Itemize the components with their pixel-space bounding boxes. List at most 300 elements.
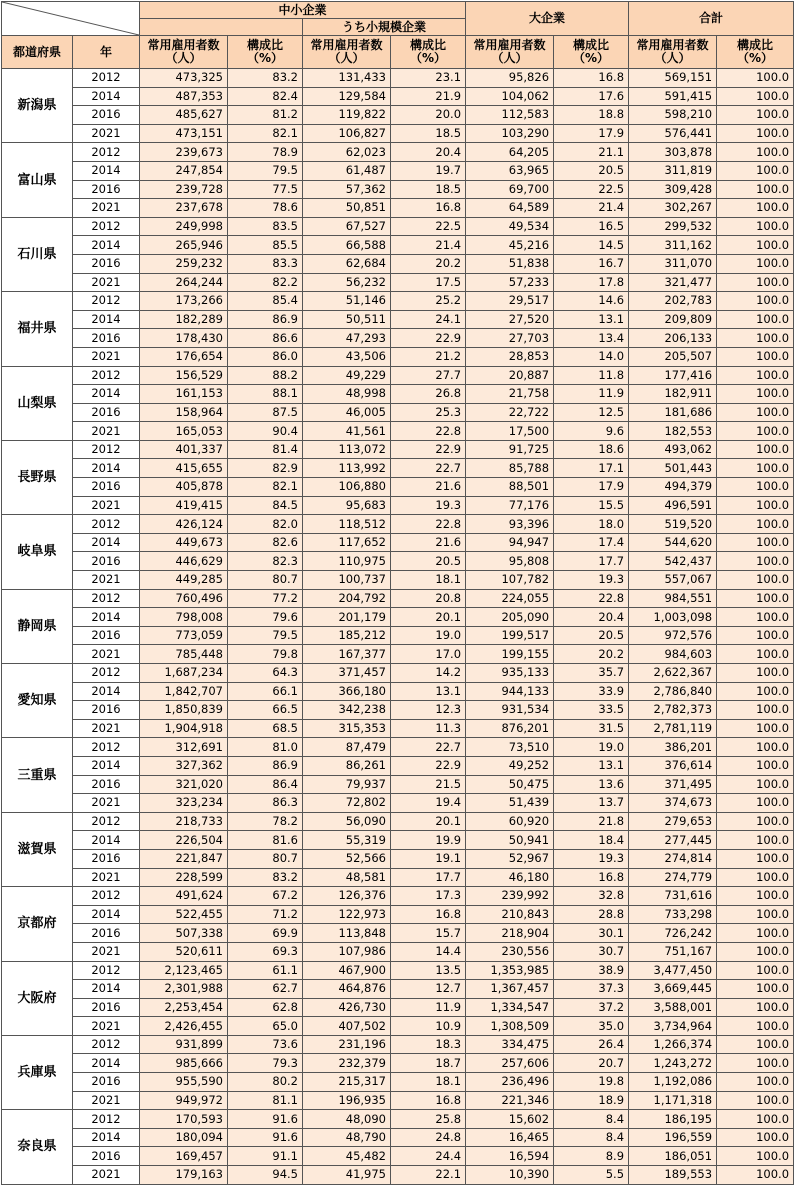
large-ratio-cell: 38.9 <box>554 961 629 980</box>
table-row <box>2 254 794 273</box>
year-cell: 2021 <box>73 124 140 143</box>
year-cell: 2016 <box>73 329 140 348</box>
ratio-subheader-line1: 構成比 <box>246 38 283 52</box>
small-ratio-cell: 21.4 <box>391 236 466 255</box>
small-ratio-cell: 25.3 <box>391 403 466 422</box>
sme-employees-cell: 401,337 <box>140 440 228 459</box>
small-ratio-cell: 20.4 <box>391 143 466 162</box>
large-employees-cell: 73,510 <box>466 738 554 757</box>
large-ratio-cell: 20.5 <box>554 161 629 180</box>
year-cell: 2012 <box>73 961 140 980</box>
total-employees-cell: 751,167 <box>629 942 717 961</box>
sme-ratio-cell: 84.5 <box>228 496 303 515</box>
year-cell: 2014 <box>73 756 140 775</box>
large-ratio-cell: 17.7 <box>554 552 629 571</box>
ratio-subheader-line2: （%） <box>246 51 284 65</box>
total-ratio-cell: 100.0 <box>717 905 794 924</box>
table-body <box>2 69 794 1185</box>
large-employees-cell: 931,534 <box>466 701 554 720</box>
year-cell: 2014 <box>73 682 140 701</box>
year-cell: 2021 <box>73 1166 140 1185</box>
table-row <box>2 552 794 571</box>
year-cell: 2012 <box>73 887 140 906</box>
small-employees-cell: 87,479 <box>303 738 391 757</box>
small-employees-cell: 48,581 <box>303 868 391 887</box>
small-employees-cell: 185,212 <box>303 626 391 645</box>
year-cell: 2012 <box>73 589 140 608</box>
year-cell: 2016 <box>73 106 140 125</box>
prefecture-name: 富山県 <box>2 143 73 217</box>
large-employees-cell: 64,589 <box>466 199 554 218</box>
total-ratio-cell: 100.0 <box>717 738 794 757</box>
large-employees-cell: 49,252 <box>466 756 554 775</box>
sme-ratio-cell: 82.4 <box>228 87 303 106</box>
sme-ratio-cell: 83.2 <box>228 868 303 887</box>
sme-employees-cell: 178,430 <box>140 329 228 348</box>
total-ratio-cell: 100.0 <box>717 756 794 775</box>
large-ratio-cell: 19.0 <box>554 738 629 757</box>
sme-ratio-cell: 69.9 <box>228 924 303 943</box>
sme-employees-cell: 239,728 <box>140 180 228 199</box>
large-employees-cell: 218,904 <box>466 924 554 943</box>
total-employees-cell: 386,201 <box>629 738 717 757</box>
prefecture-name: 滋賀県 <box>2 812 73 886</box>
total-employees-cell: 2,786,840 <box>629 682 717 701</box>
large-ratio-cell: 13.6 <box>554 775 629 794</box>
small-employees-cell: 126,376 <box>303 887 391 906</box>
small-employees-cell: 62,023 <box>303 143 391 162</box>
table-row <box>2 998 794 1017</box>
sme-ratio-cell: 80.7 <box>228 571 303 590</box>
total-ratio-cell: 100.0 <box>717 589 794 608</box>
employees-subheader <box>466 36 554 69</box>
total-ratio-cell: 100.0 <box>717 199 794 218</box>
prefecture-name: 静岡県 <box>2 589 73 663</box>
year-cell: 2012 <box>73 738 140 757</box>
year-cell: 2016 <box>73 478 140 497</box>
total-ratio-cell: 100.0 <box>717 106 794 125</box>
large-employees-cell: 876,201 <box>466 719 554 738</box>
sme-header: 中小企業 <box>140 2 466 19</box>
sme-employees-cell: 405,878 <box>140 478 228 497</box>
total-ratio-cell: 100.0 <box>717 645 794 664</box>
employees-subheader-line1: 常用雇用者数 <box>147 38 220 52</box>
sme-employees-cell: 785,448 <box>140 645 228 664</box>
total-ratio-cell: 100.0 <box>717 682 794 701</box>
table-row <box>2 1035 794 1054</box>
table-row <box>2 794 794 813</box>
small-employees-cell: 79,937 <box>303 775 391 794</box>
total-employees-cell: 189,553 <box>629 1166 717 1185</box>
year-cell: 2021 <box>73 645 140 664</box>
total-ratio-cell: 100.0 <box>717 1147 794 1166</box>
sme-ratio-cell: 71.2 <box>228 905 303 924</box>
total-employees-cell: 277,445 <box>629 831 717 850</box>
small-employees-cell: 56,232 <box>303 273 391 292</box>
small-ratio-cell: 24.1 <box>391 310 466 329</box>
small-employees-cell: 232,379 <box>303 1054 391 1073</box>
small-employees-cell: 50,511 <box>303 310 391 329</box>
total-employees-cell: 2,781,119 <box>629 719 717 738</box>
large-ratio-cell: 19.3 <box>554 849 629 868</box>
large-employees-cell: 236,496 <box>466 1073 554 1092</box>
table-row <box>2 942 794 961</box>
total-employees-cell: 493,062 <box>629 440 717 459</box>
table-row <box>2 143 794 162</box>
large-employees-cell: 28,853 <box>466 347 554 366</box>
total-ratio-cell: 100.0 <box>717 961 794 980</box>
sme-employees-cell: 773,059 <box>140 626 228 645</box>
large-ratio-cell: 11.9 <box>554 385 629 404</box>
total-header: 合計 <box>629 2 794 36</box>
large-employees-cell: 334,475 <box>466 1035 554 1054</box>
total-ratio-cell: 100.0 <box>717 459 794 478</box>
large-ratio-cell: 28.8 <box>554 905 629 924</box>
total-employees-cell: 726,242 <box>629 924 717 943</box>
sme-employees-cell: 1,842,707 <box>140 682 228 701</box>
sme-ratio-cell: 81.4 <box>228 440 303 459</box>
prefecture-name: 岐阜県 <box>2 515 73 589</box>
sme-ratio-cell: 83.3 <box>228 254 303 273</box>
total-ratio-cell: 100.0 <box>717 1035 794 1054</box>
table-row <box>2 515 794 534</box>
sme-employees-cell: 173,266 <box>140 292 228 311</box>
small-employees-cell: 117,652 <box>303 533 391 552</box>
large-ratio-cell: 21.8 <box>554 812 629 831</box>
total-employees-cell: 209,809 <box>629 310 717 329</box>
year-cell: 2021 <box>73 794 140 813</box>
total-ratio-cell: 100.0 <box>717 292 794 311</box>
small-employees-cell: 95,683 <box>303 496 391 515</box>
small-employees-cell: 47,293 <box>303 329 391 348</box>
large-employees-cell: 22,722 <box>466 403 554 422</box>
total-employees-cell: 202,783 <box>629 292 717 311</box>
total-employees-cell: 733,298 <box>629 905 717 924</box>
year-cell: 2012 <box>73 664 140 683</box>
large-ratio-cell: 22.5 <box>554 180 629 199</box>
sme-ratio-cell: 82.0 <box>228 515 303 534</box>
sme-ratio-cell: 88.1 <box>228 385 303 404</box>
large-ratio-cell: 14.5 <box>554 236 629 255</box>
year-cell: 2021 <box>73 273 140 292</box>
year-cell: 2012 <box>73 515 140 534</box>
large-employees-cell: 50,475 <box>466 775 554 794</box>
small-ratio-cell: 21.2 <box>391 347 466 366</box>
small-employees-cell: 72,802 <box>303 794 391 813</box>
sme-ratio-cell: 79.5 <box>228 626 303 645</box>
table-row <box>2 440 794 459</box>
year-cell: 2014 <box>73 608 140 627</box>
sme-employees-cell: 491,624 <box>140 887 228 906</box>
ratio-subheader-line1: 構成比 <box>410 38 447 52</box>
sme-employees-cell: 179,163 <box>140 1166 228 1185</box>
large-ratio-cell: 35.7 <box>554 664 629 683</box>
prefecture-name: 石川県 <box>2 217 73 291</box>
sme-ratio-cell: 77.5 <box>228 180 303 199</box>
large-ratio-cell: 20.7 <box>554 1054 629 1073</box>
total-employees-cell: 1,192,086 <box>629 1073 717 1092</box>
large-ratio-cell: 8.4 <box>554 1110 629 1129</box>
large-employees-cell: 60,920 <box>466 812 554 831</box>
sme-ratio-cell: 81.0 <box>228 738 303 757</box>
year-header: 年 <box>73 36 140 69</box>
total-employees-cell: 196,559 <box>629 1128 717 1147</box>
sme-ratio-cell: 69.3 <box>228 942 303 961</box>
sme-employees-cell: 2,123,465 <box>140 961 228 980</box>
small-ratio-cell: 22.5 <box>391 217 466 236</box>
year-cell: 2014 <box>73 236 140 255</box>
large-ratio-cell: 33.9 <box>554 682 629 701</box>
large-ratio-cell: 18.6 <box>554 440 629 459</box>
sme-employees-cell: 323,234 <box>140 794 228 813</box>
year-cell: 2016 <box>73 403 140 422</box>
large-ratio-cell: 8.9 <box>554 1147 629 1166</box>
table-row <box>2 682 794 701</box>
sme-ratio-cell: 86.9 <box>228 756 303 775</box>
employees-subheader-line2: （人） <box>328 51 365 65</box>
total-ratio-cell: 100.0 <box>717 236 794 255</box>
sme-ratio-cell: 85.4 <box>228 292 303 311</box>
prefecture-name: 兵庫県 <box>2 1035 73 1109</box>
total-employees-cell: 494,379 <box>629 478 717 497</box>
table-row <box>2 403 794 422</box>
total-employees-cell: 496,591 <box>629 496 717 515</box>
year-cell: 2016 <box>73 180 140 199</box>
small-employees-cell: 119,822 <box>303 106 391 125</box>
table-row <box>2 980 794 999</box>
large-employees-cell: 199,517 <box>466 626 554 645</box>
employment-table <box>1 1 794 1185</box>
table-row <box>2 1091 794 1110</box>
large-ratio-cell: 16.8 <box>554 868 629 887</box>
sme-ratio-cell: 73.6 <box>228 1035 303 1054</box>
table-row <box>2 69 794 88</box>
total-employees-cell: 542,437 <box>629 552 717 571</box>
year-cell: 2021 <box>73 942 140 961</box>
sme-employees-cell: 985,666 <box>140 1054 228 1073</box>
sme-employees-cell: 312,691 <box>140 738 228 757</box>
ratio-subheader <box>717 36 794 69</box>
table-row <box>2 273 794 292</box>
small-ratio-cell: 18.1 <box>391 1073 466 1092</box>
total-employees-cell: 182,553 <box>629 422 717 441</box>
small-employees-cell: 113,992 <box>303 459 391 478</box>
ratio-subheader-line2: （%） <box>573 51 610 65</box>
prefecture-name: 三重県 <box>2 738 73 812</box>
prefecture-name: 長野県 <box>2 440 73 514</box>
small-employees-cell: 41,975 <box>303 1166 391 1185</box>
small-employees-cell: 51,146 <box>303 292 391 311</box>
sme-employees-cell: 321,020 <box>140 775 228 794</box>
year-cell: 2016 <box>73 254 140 273</box>
small-employees-cell: 57,362 <box>303 180 391 199</box>
small-ratio-cell: 17.5 <box>391 273 466 292</box>
prefecture-name: 大阪府 <box>2 961 73 1035</box>
table-row <box>2 310 794 329</box>
sme-employees-cell: 473,325 <box>140 69 228 88</box>
sme-ratio-cell: 91.1 <box>228 1147 303 1166</box>
small-ratio-cell: 19.0 <box>391 626 466 645</box>
total-ratio-cell: 100.0 <box>717 552 794 571</box>
sme-employees-cell: 259,232 <box>140 254 228 273</box>
employees-subheader-line1: 常用雇用者数 <box>636 38 709 52</box>
sme-ratio-cell: 61.1 <box>228 961 303 980</box>
large-ratio-cell: 8.4 <box>554 1128 629 1147</box>
small-employees-cell: 48,790 <box>303 1128 391 1147</box>
small-ratio-cell: 22.9 <box>391 440 466 459</box>
small-ratio-cell: 22.9 <box>391 329 466 348</box>
total-ratio-cell: 100.0 <box>717 403 794 422</box>
table-row <box>2 738 794 757</box>
small-employees-cell: 204,792 <box>303 589 391 608</box>
small-employees-cell: 366,180 <box>303 682 391 701</box>
total-ratio-cell: 100.0 <box>717 1166 794 1185</box>
total-ratio-cell: 100.0 <box>717 347 794 366</box>
sme-ratio-cell: 88.2 <box>228 366 303 385</box>
prefecture-name: 福井県 <box>2 292 73 366</box>
table-row <box>2 589 794 608</box>
large-ratio-cell: 16.5 <box>554 217 629 236</box>
small-employees-cell: 464,876 <box>303 980 391 999</box>
total-ratio-cell: 100.0 <box>717 849 794 868</box>
sme-employees-cell: 798,008 <box>140 608 228 627</box>
large-ratio-cell: 19.8 <box>554 1073 629 1092</box>
large-employees-cell: 46,180 <box>466 868 554 887</box>
small-employees-cell: 62,684 <box>303 254 391 273</box>
sme-employees-cell: 237,678 <box>140 199 228 218</box>
total-employees-cell: 2,622,367 <box>629 664 717 683</box>
large-ratio-cell: 21.1 <box>554 143 629 162</box>
small-ratio-cell: 11.9 <box>391 998 466 1017</box>
large-ratio-cell: 13.1 <box>554 756 629 775</box>
sme-ratio-cell: 94.5 <box>228 1166 303 1185</box>
sme-ratio-cell: 82.1 <box>228 478 303 497</box>
small-ratio-cell: 18.5 <box>391 124 466 143</box>
small-employees-cell: 50,851 <box>303 199 391 218</box>
table-row <box>2 422 794 441</box>
total-employees-cell: 972,576 <box>629 626 717 645</box>
small-ratio-cell: 23.1 <box>391 69 466 88</box>
small-employees-cell: 110,975 <box>303 552 391 571</box>
small-ratio-cell: 19.3 <box>391 496 466 515</box>
sme-employees-cell: 228,599 <box>140 868 228 887</box>
year-cell: 2014 <box>73 1054 140 1073</box>
total-employees-cell: 598,210 <box>629 106 717 125</box>
sme-employees-cell: 426,124 <box>140 515 228 534</box>
sme-ratio-cell: 86.3 <box>228 794 303 813</box>
table-row <box>2 347 794 366</box>
corner-cell <box>2 2 140 36</box>
total-ratio-cell: 100.0 <box>717 87 794 106</box>
large-ratio-cell: 18.9 <box>554 1091 629 1110</box>
large-ratio-cell: 15.5 <box>554 496 629 515</box>
total-ratio-cell: 100.0 <box>717 571 794 590</box>
sme-employees-cell: 169,457 <box>140 1147 228 1166</box>
small-ratio-cell: 19.7 <box>391 161 466 180</box>
large-ratio-cell: 32.8 <box>554 887 629 906</box>
total-employees-cell: 557,067 <box>629 571 717 590</box>
sme-ratio-cell: 86.0 <box>228 347 303 366</box>
sme-employees-cell: 226,504 <box>140 831 228 850</box>
total-employees-cell: 177,416 <box>629 366 717 385</box>
diagonal-line <box>2 2 139 35</box>
sme-employees-cell: 415,655 <box>140 459 228 478</box>
large-ratio-cell: 35.0 <box>554 1017 629 1036</box>
large-employees-cell: 205,090 <box>466 608 554 627</box>
small-employees-cell: 46,005 <box>303 403 391 422</box>
sme-ratio-cell: 78.6 <box>228 199 303 218</box>
year-cell: 2016 <box>73 701 140 720</box>
total-employees-cell: 302,267 <box>629 199 717 218</box>
table-row <box>2 645 794 664</box>
small-employees-cell: 113,848 <box>303 924 391 943</box>
sme-employees-cell: 955,590 <box>140 1073 228 1092</box>
large-employees-cell: 1,334,547 <box>466 998 554 1017</box>
small-ratio-cell: 26.8 <box>391 385 466 404</box>
sme-employees-cell: 218,733 <box>140 812 228 831</box>
ratio-subheader <box>228 36 303 69</box>
total-employees-cell: 569,151 <box>629 69 717 88</box>
small-ratio-cell: 24.8 <box>391 1128 466 1147</box>
prefecture-header: 都道府県 <box>2 36 73 69</box>
small-ratio-cell: 20.8 <box>391 589 466 608</box>
total-ratio-cell: 100.0 <box>717 143 794 162</box>
large-employees-cell: 224,055 <box>466 589 554 608</box>
table-row <box>2 775 794 794</box>
small-employees-cell: 43,506 <box>303 347 391 366</box>
small-employees-cell: 86,261 <box>303 756 391 775</box>
total-ratio-cell: 100.0 <box>717 664 794 683</box>
table-row <box>2 756 794 775</box>
large-ratio-cell: 16.8 <box>554 69 629 88</box>
total-ratio-cell: 100.0 <box>717 1017 794 1036</box>
sme-employees-cell: 485,627 <box>140 106 228 125</box>
large-employees-cell: 63,965 <box>466 161 554 180</box>
table-row <box>2 478 794 497</box>
total-employees-cell: 984,603 <box>629 645 717 664</box>
small-employees-cell: 55,319 <box>303 831 391 850</box>
sme-ratio-cell: 86.9 <box>228 310 303 329</box>
total-ratio-cell: 100.0 <box>717 794 794 813</box>
total-ratio-cell: 100.0 <box>717 924 794 943</box>
large-ratio-cell: 14.6 <box>554 292 629 311</box>
large-employees-cell: 29,517 <box>466 292 554 311</box>
sme-employees-cell: 158,964 <box>140 403 228 422</box>
sme-employees-cell: 221,847 <box>140 849 228 868</box>
large-employees-cell: 51,838 <box>466 254 554 273</box>
table-row <box>2 180 794 199</box>
large-employees-cell: 20,887 <box>466 366 554 385</box>
year-cell: 2014 <box>73 161 140 180</box>
small-employees-cell: 196,935 <box>303 1091 391 1110</box>
total-ratio-cell: 100.0 <box>717 1073 794 1092</box>
total-ratio-cell: 100.0 <box>717 385 794 404</box>
total-ratio-cell: 100.0 <box>717 496 794 515</box>
total-employees-cell: 2,782,373 <box>629 701 717 720</box>
small-enterprise-header: うち小規模企業 <box>303 19 466 36</box>
total-ratio-cell: 100.0 <box>717 254 794 273</box>
large-employees-cell: 16,594 <box>466 1147 554 1166</box>
sme-ratio-cell: 90.4 <box>228 422 303 441</box>
total-ratio-cell: 100.0 <box>717 329 794 348</box>
large-employees-cell: 935,133 <box>466 664 554 683</box>
small-ratio-cell: 24.4 <box>391 1147 466 1166</box>
total-employees-cell: 321,477 <box>629 273 717 292</box>
sme-ratio-cell: 87.5 <box>228 403 303 422</box>
year-cell: 2012 <box>73 217 140 236</box>
sme-employees-cell: 449,673 <box>140 533 228 552</box>
small-employees-cell: 426,730 <box>303 998 391 1017</box>
